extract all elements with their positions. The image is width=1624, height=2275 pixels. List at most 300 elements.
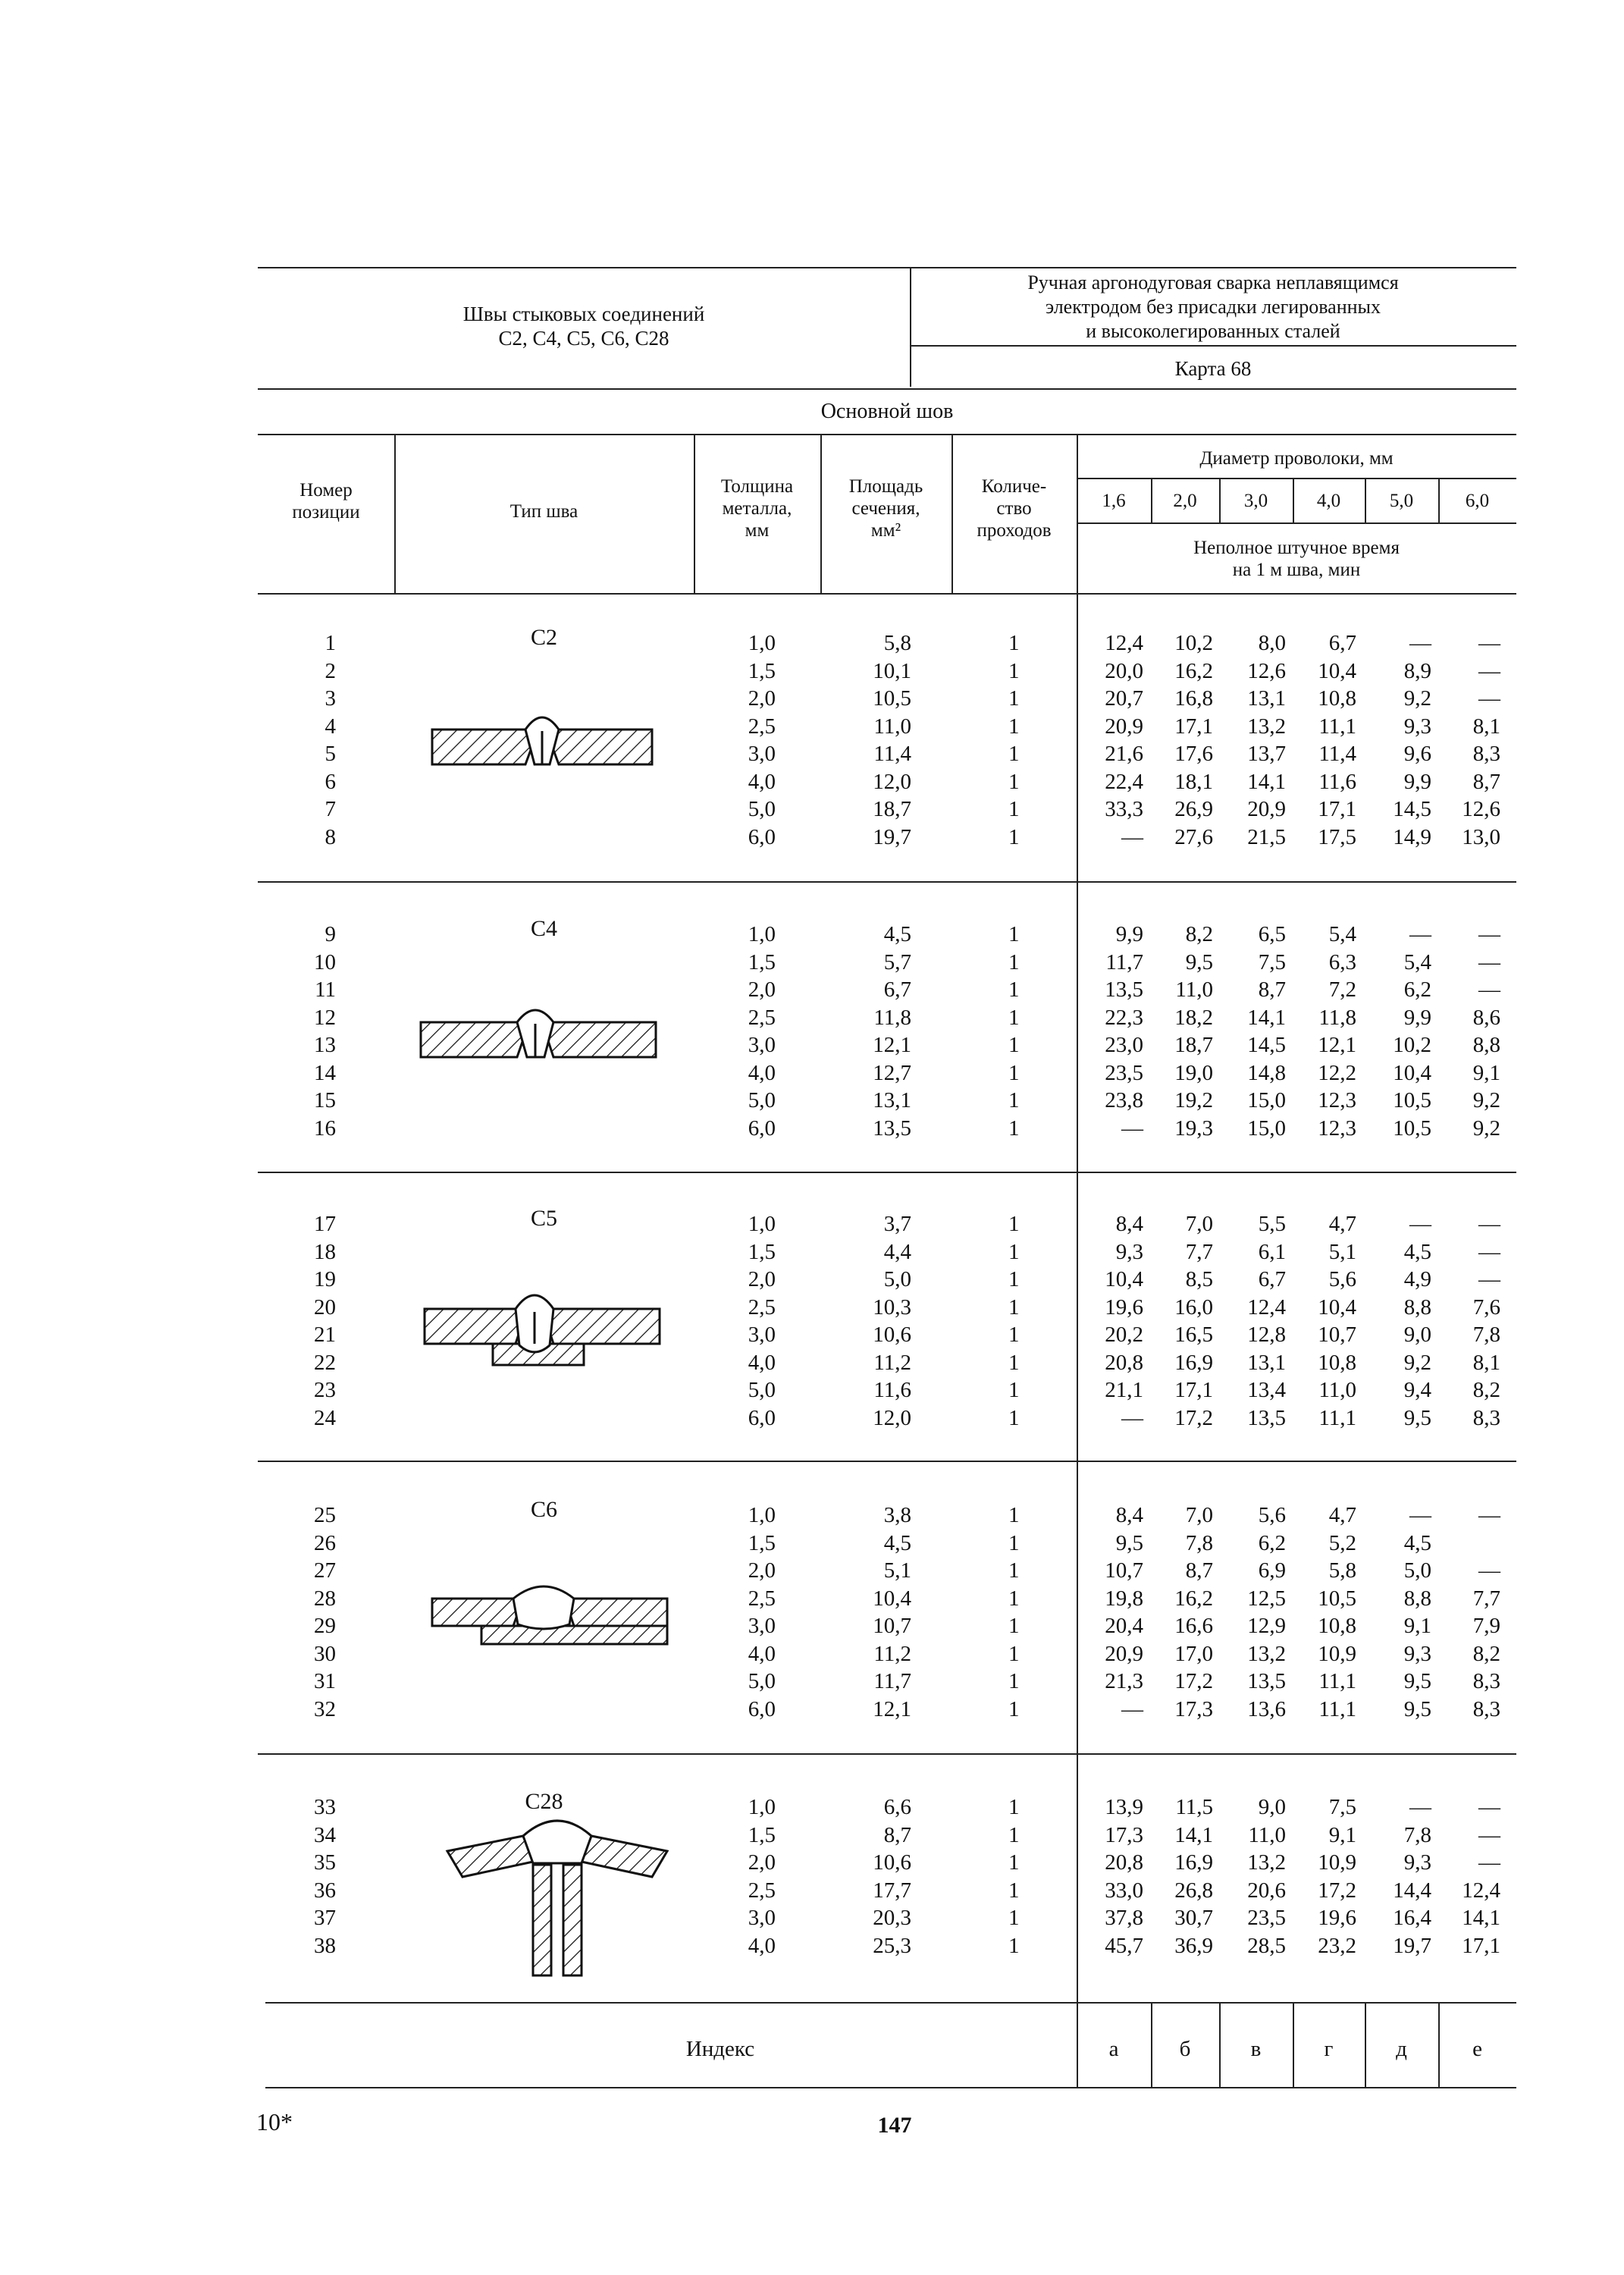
cell-d40: 10,9 — [1318, 1641, 1356, 1666]
cell-d60: — — [1478, 631, 1500, 655]
cell-passes: 1 — [1008, 1116, 1020, 1141]
cell-passes: 1 — [1008, 922, 1020, 946]
thickness-c4 — [694, 921, 776, 1142]
cell-passes: 1 — [1008, 714, 1020, 739]
cell-positions: 19 — [314, 1267, 336, 1291]
cell-d16: 9,5 — [1115, 1530, 1143, 1555]
cell-d20: 16,9 — [1174, 1850, 1213, 1875]
cell-d20: 11,5 — [1175, 1795, 1213, 1819]
cell-d20: 8,7 — [1185, 1558, 1213, 1583]
cell-area: 13,5 — [873, 1116, 911, 1141]
group-rule-3 — [258, 1461, 1516, 1462]
cell-positions: 37 — [314, 1906, 336, 1930]
cell-d30: 13,4 — [1247, 1378, 1286, 1402]
cell-area: 5,1 — [883, 1558, 911, 1583]
cell-area: 10,4 — [873, 1586, 911, 1611]
cell-d60: 8,1 — [1472, 714, 1500, 739]
cell-area: 19,7 — [873, 824, 911, 849]
cell-positions: 31 — [314, 1669, 336, 1693]
cell-passes: 1 — [1008, 1503, 1020, 1527]
cell-d30: 5,6 — [1258, 1503, 1286, 1527]
time-title-line1: Неполное штучное время — [1193, 538, 1400, 558]
cell-area: 10,6 — [873, 1323, 911, 1347]
cell-d30: 28,5 — [1247, 1933, 1286, 1958]
cell-d30: 21,5 — [1247, 824, 1286, 849]
cell-d20: 16,2 — [1174, 658, 1213, 683]
cell-d60: 8,8 — [1472, 1033, 1500, 1057]
cell-d20: 16,0 — [1174, 1294, 1213, 1320]
cell-d50: 9,9 — [1403, 1005, 1431, 1030]
col-position-header — [258, 479, 394, 523]
cell-thickness: 5,0 — [748, 797, 776, 821]
cell-area: 12,1 — [873, 1033, 911, 1057]
cell-d50: — — [1409, 631, 1431, 655]
thickness-c6 — [694, 1502, 776, 1723]
cell-d40: 11,1 — [1318, 714, 1356, 739]
col-area-header — [820, 475, 952, 541]
cell-area: 4,5 — [883, 922, 911, 946]
cell-d40: 10,4 — [1318, 658, 1356, 683]
cell-positions: 33 — [314, 1795, 336, 1819]
cell-d50: 9,3 — [1403, 1641, 1431, 1666]
cell-thickness: 6,0 — [748, 1116, 776, 1141]
cell-d40: 11,4 — [1318, 742, 1356, 766]
d30-c28 — [1219, 1793, 1286, 1960]
cell-passes: 1 — [1008, 1850, 1020, 1875]
cell-d60: — — [1478, 949, 1500, 974]
cell-d20: 17,6 — [1174, 742, 1213, 766]
d20-c6 — [1151, 1502, 1213, 1723]
card-number: Карта 68 — [1174, 357, 1252, 380]
cell-passes: 1 — [1008, 1696, 1020, 1721]
cell-d50: 4,5 — [1403, 1239, 1431, 1264]
d30-c5 — [1219, 1210, 1286, 1432]
cell-area: 4,5 — [883, 1530, 911, 1555]
cell-d60: 17,1 — [1462, 1933, 1500, 1958]
d50-c6 — [1365, 1502, 1431, 1723]
cell-d50: 4,9 — [1403, 1267, 1431, 1291]
cell-d30: 12,8 — [1247, 1323, 1286, 1347]
cell-thickness: 2,0 — [748, 977, 776, 1002]
d16-c5 — [1077, 1210, 1143, 1432]
cell-d60: 8,7 — [1472, 769, 1500, 794]
cell-d16: 23,0 — [1105, 1033, 1143, 1057]
cell-thickness: 1,5 — [748, 1530, 776, 1555]
col-position-line1: Номер — [299, 480, 353, 500]
cell-d16: 20,9 — [1105, 1641, 1143, 1666]
header-top-rule — [258, 267, 1516, 268]
cell-d40: 7,5 — [1328, 1795, 1356, 1819]
cell-d20: 17,1 — [1174, 1378, 1213, 1402]
cell-passes: 1 — [1008, 1323, 1020, 1347]
cell-passes: 1 — [1008, 1033, 1020, 1057]
col-thickness-line3: мм — [745, 520, 770, 541]
cell-d30: 7,5 — [1258, 949, 1286, 974]
cell-d30: 12,5 — [1247, 1586, 1286, 1611]
cell-d20: 14,1 — [1174, 1822, 1213, 1847]
d30-c4 — [1219, 921, 1286, 1142]
cell-positions: 10 — [314, 949, 336, 974]
cell-d50: 4,5 — [1403, 1530, 1431, 1555]
cell-d60: 7,8 — [1472, 1323, 1500, 1347]
cell-positions: 12 — [314, 1005, 336, 1030]
header-right-rule — [910, 345, 1516, 347]
cell-passes: 1 — [1008, 1212, 1020, 1236]
cell-d30: 12,9 — [1247, 1614, 1286, 1638]
index-e: е — [1472, 2037, 1482, 2061]
header-left-title-line1: Швы стыковых соединений — [462, 303, 705, 325]
cell-passes: 1 — [1008, 1060, 1020, 1085]
cell-area: 12,1 — [873, 1696, 911, 1721]
cell-d60: 12,6 — [1462, 797, 1500, 821]
index-a: а — [1108, 2037, 1119, 2061]
cell-d16: 22,4 — [1105, 769, 1143, 794]
cell-d50: — — [1409, 1503, 1431, 1527]
cell-d40: 11,8 — [1318, 1005, 1356, 1030]
cell-d20: 18,2 — [1174, 1005, 1213, 1030]
cell-area: 3,7 — [883, 1212, 911, 1236]
header-left-title-line2: С2, С4, С5, С6, С28 — [498, 327, 669, 350]
cell-d20: 30,7 — [1174, 1906, 1213, 1930]
cell-passes: 1 — [1008, 1530, 1020, 1555]
cell-d30: 13,2 — [1247, 1850, 1286, 1875]
seam-type-label-c28: С28 — [525, 1789, 563, 1814]
cell-thickness: 4,0 — [748, 1060, 776, 1085]
page-number: 147 — [877, 2113, 912, 2138]
cell-d20: 11,0 — [1175, 977, 1213, 1002]
seam-diagram-c28 — [444, 1816, 671, 1983]
cell-d16: 10,7 — [1105, 1558, 1143, 1583]
cell-d30: 23,5 — [1247, 1906, 1286, 1930]
passes-c4 — [1008, 921, 1039, 1142]
cell-passes: 1 — [1008, 1239, 1020, 1264]
cell-d20: 17,2 — [1174, 1405, 1213, 1430]
cell-passes: 1 — [1008, 769, 1020, 794]
cell-thickness: 2,0 — [748, 1558, 776, 1583]
cell-passes: 1 — [1008, 686, 1020, 711]
cell-thickness: 1,5 — [748, 1239, 776, 1264]
area-c28 — [820, 1793, 911, 1960]
col-passes-line1: Количе- — [981, 476, 1047, 497]
cell-d50: 9,3 — [1403, 714, 1431, 739]
cell-thickness: 2,5 — [748, 1294, 776, 1320]
cell-d16: 45,7 — [1105, 1933, 1143, 1958]
cell-area: 5,0 — [883, 1267, 911, 1291]
cell-area: 10,6 — [873, 1850, 911, 1875]
cell-d30: 6,2 — [1258, 1530, 1286, 1555]
cell-d16: 12,4 — [1105, 631, 1143, 655]
cell-d30: 12,6 — [1247, 658, 1286, 683]
cell-d50: 9,5 — [1403, 1669, 1431, 1693]
cell-d20: 7,0 — [1185, 1503, 1213, 1527]
area-c2 — [820, 629, 911, 851]
index-label: Индекс — [685, 2037, 755, 2061]
cell-d30: 12,4 — [1247, 1294, 1286, 1320]
d16-c28 — [1077, 1793, 1143, 1960]
sheet-mark: 10* — [256, 2108, 293, 2135]
cell-d40: 5,6 — [1328, 1267, 1356, 1291]
d30-c2 — [1219, 629, 1286, 851]
time-title-line2: на 1 м шва, мин — [1232, 560, 1361, 580]
cell-d16: 8,4 — [1115, 1503, 1143, 1527]
d60-c4 — [1438, 921, 1500, 1142]
cell-d40: 17,2 — [1318, 1878, 1356, 1903]
cell-area: 20,3 — [873, 1906, 911, 1930]
seam-type-label-c6: С6 — [530, 1497, 557, 1522]
cell-thickness: 3,0 — [748, 742, 776, 766]
positions-c2 — [258, 629, 336, 851]
cell-d60: — — [1478, 1239, 1500, 1264]
cell-positions: 17 — [314, 1212, 336, 1236]
cell-d60: 9,2 — [1472, 1088, 1500, 1112]
cell-d16: 9,3 — [1115, 1239, 1143, 1264]
cell-area: 11,2 — [873, 1350, 911, 1375]
cell-d50: 8,8 — [1403, 1586, 1431, 1611]
cell-thickness: 4,0 — [748, 1350, 776, 1375]
cell-d50: 9,1 — [1403, 1614, 1431, 1638]
seam-diagram-c2 — [428, 713, 656, 774]
cell-area: 5,7 — [883, 949, 911, 974]
cell-d50: — — [1409, 1212, 1431, 1236]
cell-d40: 6,7 — [1328, 631, 1356, 655]
cell-d60: 8,2 — [1472, 1641, 1500, 1666]
cell-thickness: 2,5 — [748, 1878, 776, 1903]
cell-d60: 8,1 — [1472, 1350, 1500, 1375]
cell-area: 18,7 — [873, 797, 911, 821]
d50-c4 — [1365, 921, 1431, 1142]
cell-d30: 13,2 — [1247, 714, 1286, 739]
cell-area: 11,8 — [873, 1005, 911, 1030]
cell-d60: — — [1478, 1822, 1500, 1847]
cell-d50: 9,5 — [1403, 1696, 1431, 1721]
cell-positions: 28 — [314, 1586, 336, 1611]
cell-thickness: 4,0 — [748, 769, 776, 794]
col-thickness-line1: Толщина — [720, 476, 794, 497]
cell-d16: 20,0 — [1105, 658, 1143, 683]
cell-positions: 20 — [314, 1294, 336, 1320]
cell-positions: 8 — [324, 824, 336, 849]
cell-d60: 8,3 — [1472, 1669, 1500, 1693]
cell-d40: 12,3 — [1318, 1116, 1356, 1141]
seam-type-label-c2: С2 — [530, 625, 557, 650]
header-right-title — [910, 271, 1516, 344]
passes-c6 — [1008, 1502, 1039, 1723]
passes-c28 — [1008, 1793, 1039, 1960]
cell-d20: 18,7 — [1174, 1033, 1213, 1057]
cell-d20: 7,0 — [1185, 1212, 1213, 1236]
cell-thickness: 4,0 — [748, 1933, 776, 1958]
d20-c4 — [1151, 921, 1213, 1142]
cell-d50: 14,4 — [1393, 1878, 1431, 1903]
cell-d30: 6,7 — [1258, 1267, 1286, 1291]
cell-d60: — — [1478, 1267, 1500, 1291]
cell-d50: 9,2 — [1403, 686, 1431, 711]
cell-d60: 7,9 — [1472, 1614, 1500, 1638]
cell-positions: 26 — [314, 1530, 336, 1555]
cell-d30: 6,9 — [1258, 1558, 1286, 1583]
cell-d16: 20,2 — [1105, 1323, 1143, 1347]
area-c4 — [820, 921, 911, 1142]
cell-d60: 13,0 — [1462, 824, 1500, 849]
cell-d16: — — [1121, 1696, 1143, 1721]
group-rule-2 — [258, 1172, 1516, 1173]
cell-d20: 10,2 — [1174, 631, 1213, 655]
colheader-top-rule — [258, 434, 1516, 435]
cell-d16: 37,8 — [1105, 1906, 1143, 1930]
d40-c5 — [1293, 1210, 1356, 1432]
col-position-line2: позиции — [292, 502, 360, 522]
time-title — [1077, 537, 1516, 581]
d60-c5 — [1438, 1210, 1500, 1432]
cell-positions: 4 — [324, 714, 336, 739]
cell-d16: — — [1121, 824, 1143, 849]
cell-d20: 17,1 — [1174, 714, 1213, 739]
positions-c5 — [258, 1210, 336, 1432]
cell-passes: 1 — [1008, 1906, 1020, 1930]
cell-passes: 1 — [1008, 1586, 1020, 1611]
cell-thickness: 6,0 — [748, 1696, 776, 1721]
cell-thickness: 6,0 — [748, 824, 776, 849]
cell-d16: 20,7 — [1105, 686, 1143, 711]
cell-d16: — — [1121, 1405, 1143, 1430]
cell-d50: 8,9 — [1403, 658, 1431, 683]
cell-d20: 16,6 — [1174, 1614, 1213, 1638]
cell-d20: 7,8 — [1185, 1530, 1213, 1555]
cell-d40: 17,1 — [1318, 797, 1356, 821]
cell-d50: 10,5 — [1393, 1116, 1431, 1141]
cell-area: 5,8 — [883, 631, 911, 655]
col-area-line2: сечения, — [851, 498, 920, 519]
cell-passes: 1 — [1008, 1641, 1020, 1666]
seam-diagram-c4 — [417, 1006, 660, 1066]
cell-positions: 32 — [314, 1696, 336, 1721]
cell-d60: — — [1478, 1212, 1500, 1236]
cell-d16: 17,3 — [1105, 1822, 1143, 1847]
diameter-4-0: 4,0 — [1316, 491, 1341, 511]
group-rule-1 — [258, 881, 1516, 883]
col-thickness-line2: металла, — [722, 498, 792, 519]
cell-d50: 9,9 — [1403, 769, 1431, 794]
cell-positions: 3 — [324, 686, 336, 711]
cell-d30: 13,2 — [1247, 1641, 1286, 1666]
cell-d16: 33,0 — [1105, 1878, 1143, 1903]
cell-positions: 34 — [314, 1822, 336, 1847]
cell-d30: 13,5 — [1247, 1669, 1286, 1693]
header-right-title-line1: Ручная аргонодуговая сварка неплавящимся — [1027, 271, 1399, 293]
cell-area: 13,1 — [873, 1088, 911, 1112]
header-left-title — [258, 302, 910, 350]
cell-area: 11,0 — [873, 714, 911, 739]
cell-d60 — [1438, 1530, 1500, 1558]
cell-area: 12,0 — [873, 769, 911, 794]
cell-d16: 19,8 — [1105, 1586, 1143, 1611]
d30-c6 — [1219, 1502, 1286, 1723]
cell-d60: 8,3 — [1472, 742, 1500, 766]
cell-d20: 26,9 — [1174, 797, 1213, 821]
cell-d50: 9,5 — [1403, 1405, 1431, 1430]
d50-c5 — [1365, 1210, 1431, 1432]
cell-positions: 22 — [314, 1350, 336, 1375]
cell-d60: 14,1 — [1462, 1906, 1500, 1930]
cell-d40: 11,1 — [1318, 1669, 1356, 1693]
cell-d60: — — [1478, 1503, 1500, 1527]
positions-c28 — [258, 1793, 336, 1960]
cell-d60: 8,2 — [1472, 1378, 1500, 1402]
cell-positions: 7 — [324, 797, 336, 821]
cell-d20: 16,2 — [1174, 1586, 1213, 1611]
diameter-title: Диаметр проволоки, мм — [1199, 448, 1394, 469]
cell-positions: 9 — [324, 922, 336, 946]
cell-passes: 1 — [1008, 824, 1020, 849]
cell-d20: 17,3 — [1174, 1696, 1213, 1721]
cell-positions: 23 — [314, 1378, 336, 1402]
cell-d20: 19,3 — [1174, 1116, 1213, 1141]
cell-d30: 9,0 — [1258, 1795, 1286, 1819]
cell-d30: 13,1 — [1247, 686, 1286, 711]
cell-passes: 1 — [1008, 742, 1020, 766]
cell-thickness: 3,0 — [748, 1614, 776, 1638]
cell-area: 11,4 — [873, 742, 911, 766]
cell-thickness: 3,0 — [748, 1906, 776, 1930]
col-area-line3: мм² — [870, 520, 901, 541]
d20-c2 — [1151, 629, 1213, 851]
cell-area: 8,7 — [883, 1822, 911, 1847]
cell-d60: 7,6 — [1472, 1294, 1500, 1320]
passes-c5 — [1008, 1210, 1039, 1432]
cell-d40: 4,7 — [1328, 1212, 1356, 1236]
cell-d16: 19,6 — [1105, 1294, 1143, 1320]
cell-d60: — — [1478, 1795, 1500, 1819]
cell-d20: 27,6 — [1174, 824, 1213, 849]
cell-d20: 8,2 — [1185, 922, 1213, 946]
cell-d60: 8,6 — [1472, 1005, 1500, 1030]
cell-d60: 7,7 — [1472, 1586, 1500, 1611]
cell-passes: 1 — [1008, 1088, 1020, 1112]
seam-type-label-c4: С4 — [530, 916, 557, 941]
cell-positions: 2 — [324, 658, 336, 683]
cell-thickness: 1,5 — [748, 949, 776, 974]
col-passes-line2: ство — [996, 498, 1032, 519]
cell-d16: 20,4 — [1105, 1614, 1143, 1638]
d40-c4 — [1293, 921, 1356, 1142]
cell-d40: 7,2 — [1328, 977, 1356, 1002]
seam-diagram-c6 — [428, 1577, 671, 1653]
cell-d16: 21,6 — [1105, 742, 1143, 766]
cell-d40: 10,8 — [1318, 1350, 1356, 1375]
cell-area: 10,7 — [873, 1614, 911, 1638]
cell-d60: 9,2 — [1472, 1116, 1500, 1141]
cell-thickness: 2,0 — [748, 1267, 776, 1291]
d60-c28 — [1438, 1793, 1500, 1960]
cell-d40: 5,1 — [1328, 1239, 1356, 1264]
cell-passes: 1 — [1008, 1294, 1020, 1320]
cell-d16: 13,5 — [1105, 977, 1143, 1002]
cell-area: 11,6 — [873, 1378, 911, 1402]
cell-thickness: 1,5 — [748, 1822, 776, 1847]
cell-d60: 8,3 — [1472, 1405, 1500, 1430]
cell-positions: 36 — [314, 1878, 336, 1903]
cell-d30: 6,5 — [1258, 922, 1286, 946]
diameter-6-0: 6,0 — [1465, 491, 1490, 511]
seam-diagram-c5 — [421, 1286, 663, 1370]
cell-area: 6,7 — [883, 977, 911, 1002]
diameter-values-rule — [1077, 522, 1516, 524]
cell-d30: 13,7 — [1247, 742, 1286, 766]
cell-d30: 8,0 — [1258, 631, 1286, 655]
cell-d40: 19,6 — [1318, 1906, 1356, 1930]
d20-c5 — [1151, 1210, 1213, 1432]
cell-d30: 11,0 — [1248, 1822, 1286, 1847]
